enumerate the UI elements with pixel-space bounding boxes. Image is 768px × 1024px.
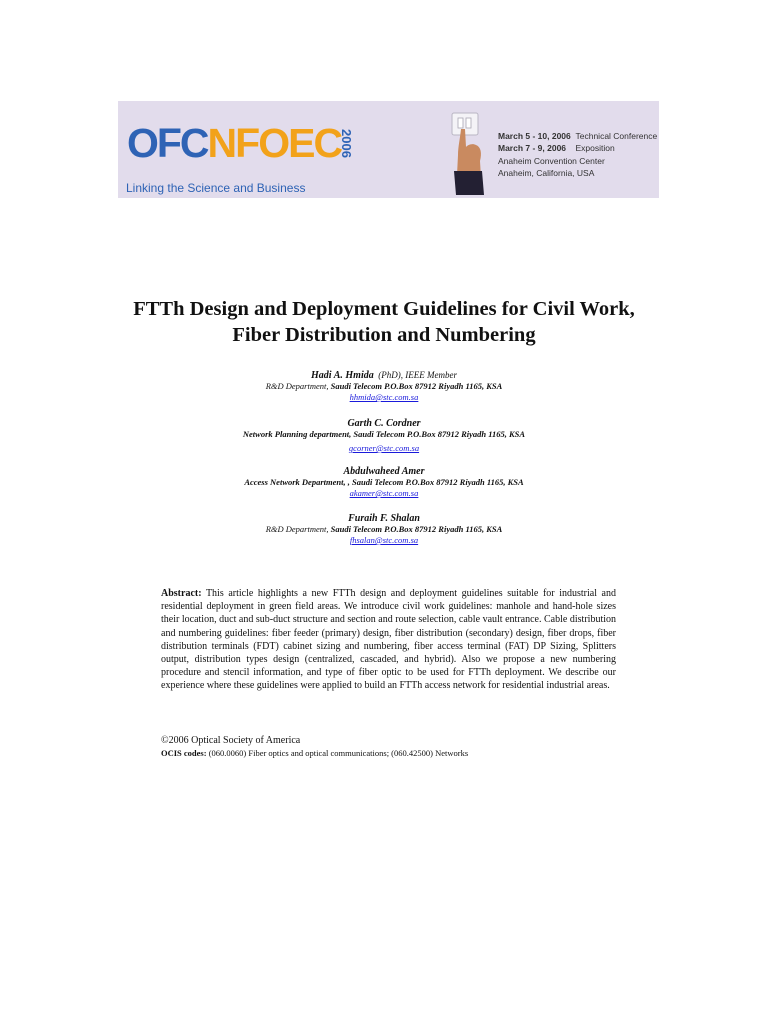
logo-nfoec: NFOEC [207,120,342,166]
event-info [498,130,657,180]
author-department: R&D Department, [265,524,329,534]
abstract-paragraph [161,587,616,693]
ocis-codes [161,747,468,759]
author-suffix: (PhD), IEEE Member [378,370,457,380]
author-block [0,418,768,454]
author-block [0,513,768,546]
event-expo-label: Exposition [575,143,615,154]
paper-title-line-2: Fiber Distribution and Numbering [232,324,536,346]
conference-banner [118,101,659,198]
hand-pressing-switch-image [448,109,492,195]
author-organization: Saudi Telecom P.O.Box 87912 Riyadh 1165, KSA [330,381,503,391]
paper-title [0,296,768,348]
author-department: Network Planning department, [242,429,352,439]
author-name: Furaih F. Shalan [348,513,420,524]
author-name: Abdulwaheed Amer [343,466,425,477]
author-email-link[interactable]: gcorner@stc.com.sa [348,443,420,453]
ocis-text: (060.0060) Fiber optics and optical communications; (060.42500) Networks [208,748,469,758]
author-email-link[interactable]: hhmida@stc.com.sa [349,392,419,402]
logo-year [338,121,362,167]
author-email-link[interactable]: fhsalan@stc.com.sa [349,535,419,545]
event-conference-label: Technical Conference [575,131,658,141]
author-block [0,370,768,403]
conference-logo [127,120,342,166]
author-email-link[interactable]: akamer@stc.com.sa [349,488,419,498]
event-venue: Anaheim Convention Center [498,155,605,166]
author-organization: Saudi Telecom P.O.Box 87912 Riyadh 1165, KSA [330,524,503,534]
event-expo-dates: March 7 - 9, 2006 [498,143,567,154]
author-department: Access Network Department, , [244,477,350,487]
event-conference-dates: March 5 - 10, 2006 [498,131,571,141]
author-department: R&D Department, [265,381,329,391]
author-block [0,466,768,499]
author-name: Hadi A. Hmida [311,370,374,381]
author-organization: Saudi Telecom P.O.Box 87912 Riyadh 1165, KSA [351,477,524,487]
copyright-notice: ©2006 Optical Society of America [161,735,301,746]
abstract-label: Abstract: [161,588,202,599]
abstract-text: This article highlights a new FTTh design and deployment guidelines suitable for industrial and residential deployment in green field areas. We introduce civil work guidelines: manhole and hand-hole sizes their location, duct and sub-duct structure and section and route selection, cable vault entrance. Cable distribution and numbering guidelines: fiber feeder (primary) design, fiber distribution (secondary) design, fiber drops, fiber distribution terminals (FDT) cabinet sizing and numbering, fiber access terminal (FAT) DP Sizing, Splitters output, distribution types design (centralized, cascaded, and hybrid). Also we propose a new numbering procedure and stencil information, and type of fiber optic to be used for FTTh deployment. We describe our experience where these guidelines were applied to build an FTTh access network for residential industrial areas. [161,588,616,692]
author-name: Garth C. Cordner [347,418,421,429]
event-city: Anaheim, California, USA [498,168,595,179]
paper-title-line-1: FTTh Design and Deployment Guidelines for Civil Work, [133,298,635,320]
logo-ofc: OFC [127,120,208,166]
ocis-label: OCIS codes: [161,748,207,758]
banner-tagline: Linking the Science and Business [126,181,306,195]
logo-year-text: 2006 [338,129,354,158]
author-organization: Saudi Telecom P.O.Box 87912 Riyadh 1165, KSA [353,429,526,439]
